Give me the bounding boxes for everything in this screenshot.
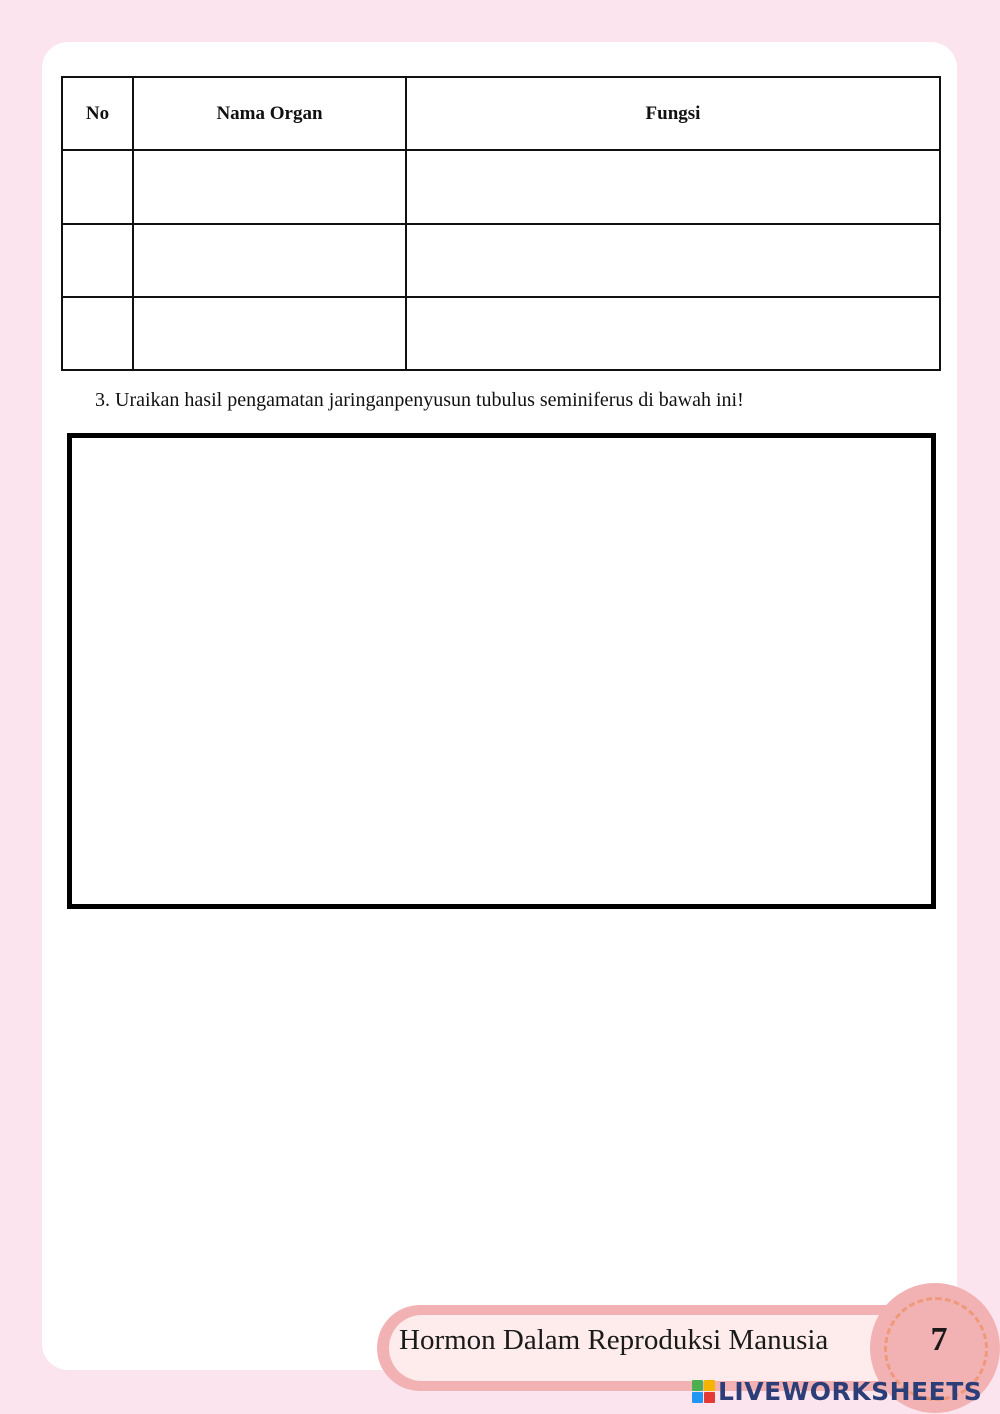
page-number: 7	[930, 1321, 948, 1358]
liveworksheets-logo-icon	[692, 1380, 715, 1403]
table-row	[62, 224, 940, 297]
cell-nama-organ[interactable]	[133, 150, 406, 224]
liveworksheets-wordmark: LIVEWORKSHEETS	[718, 1376, 983, 1406]
liveworksheets-watermark[interactable]	[692, 1374, 982, 1408]
cell-no[interactable]	[62, 297, 133, 370]
cell-fungsi[interactable]	[406, 224, 940, 297]
logo-square-blue	[692, 1392, 703, 1403]
footer-title: Hormon Dalam Reproduksi Manusia	[399, 1324, 829, 1356]
answer-text-box[interactable]	[67, 433, 936, 909]
cell-nama-organ[interactable]	[133, 297, 406, 370]
logo-square-red	[704, 1392, 715, 1403]
question-3-text: 3. Uraikan hasil pengamatan jaringanpenyusun tubulus seminiferus di bawah ini!	[95, 389, 744, 411]
logo-square-yellow	[704, 1380, 715, 1391]
table-row	[62, 150, 940, 224]
cell-fungsi[interactable]	[406, 297, 940, 370]
cell-no[interactable]	[62, 224, 133, 297]
header-nama-organ: Nama Organ	[133, 77, 406, 150]
header-fungsi: Fungsi	[406, 77, 940, 150]
table-row	[62, 297, 940, 370]
cell-fungsi[interactable]	[406, 150, 940, 224]
logo-square-green	[692, 1380, 703, 1391]
table-header-row	[62, 77, 940, 150]
organ-function-table	[61, 76, 941, 371]
header-no: No	[62, 77, 133, 150]
cell-no[interactable]	[62, 150, 133, 224]
cell-nama-organ[interactable]	[133, 224, 406, 297]
